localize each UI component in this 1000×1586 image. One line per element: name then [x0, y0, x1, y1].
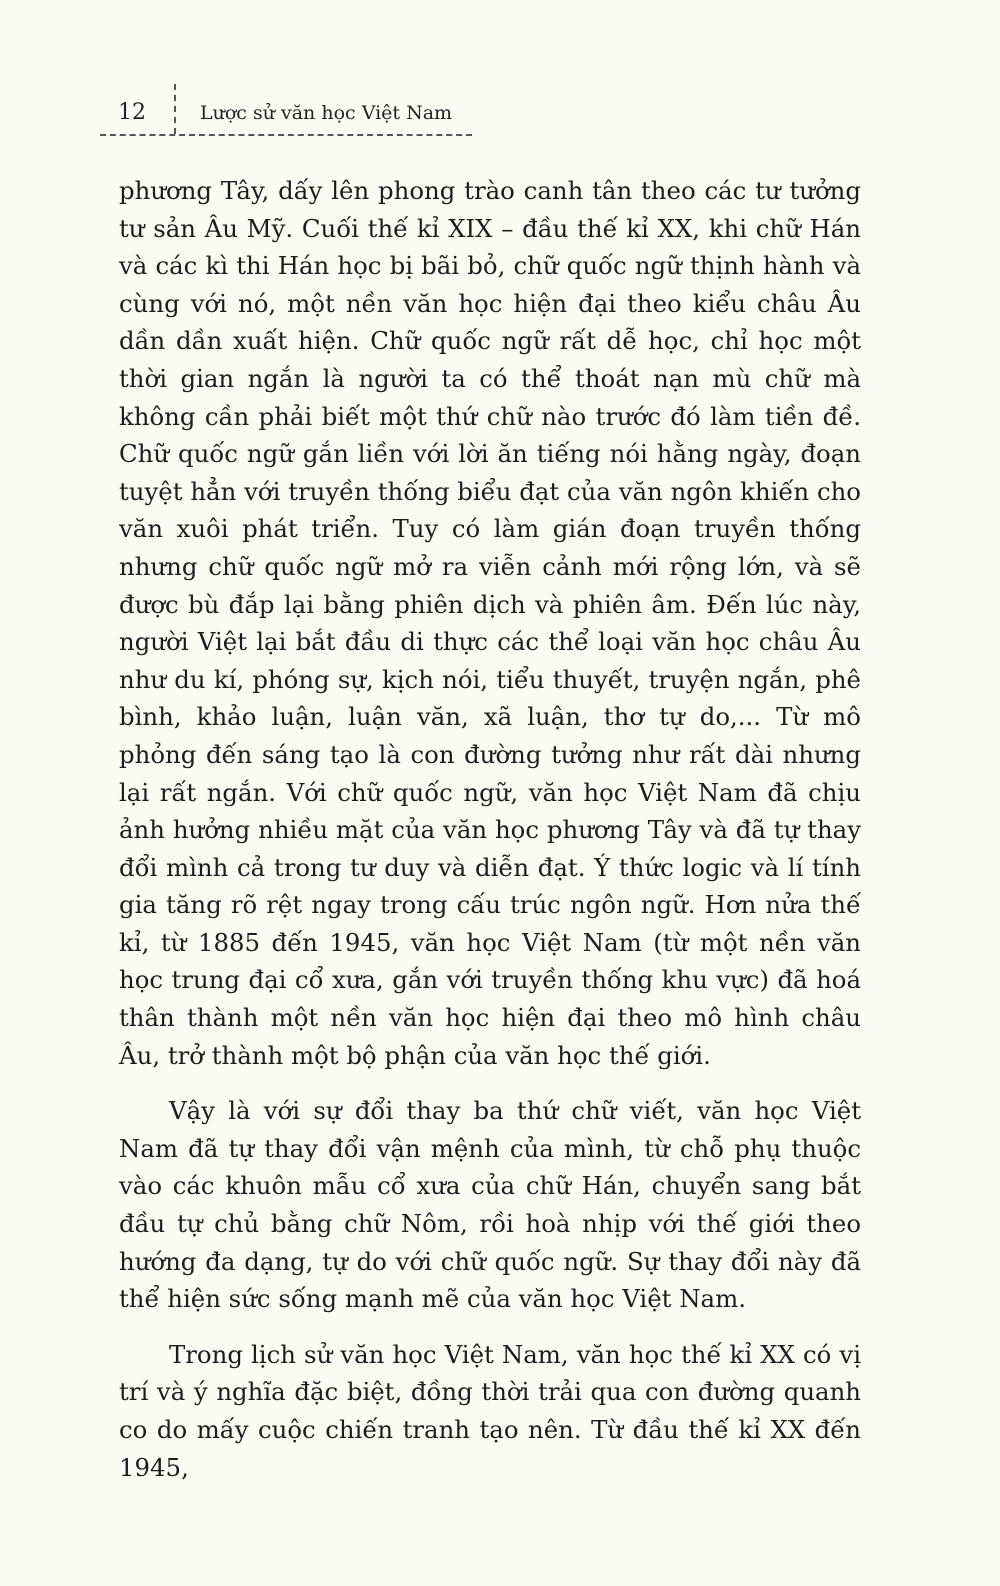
header-divider: [174, 84, 176, 134]
body-text: [119, 172, 861, 1486]
page-header: [100, 84, 480, 144]
running-title: Lược sử văn học Việt Nam: [200, 102, 453, 124]
header-rule: [100, 134, 472, 136]
page-number: 12: [118, 100, 146, 125]
paragraph-continued: phương Tây, dấy lên phong trào canh tân theo các tư tưởng tư sản Âu Mỹ. Cuối thế kỉ XIX – đầu thế kỉ XX, khi chữ Hán và các kì thi Hán học bị bãi bỏ, chữ quốc ngữ thịnh hành và cùng với nó, một nền văn học hiện đại theo kiểu châu Âu dần dần xuất hiện. Chữ quốc ngữ rất dễ học, chỉ học một thời gian ngắn là người ta có thể thoát nạn mù chữ mà không cần phải biết một thứ chữ nào trước đó làm tiền đề. Chữ quốc ngữ gắn liền với lời ăn tiếng nói hằng ngày, đoạn tuyệt hẳn với truyền thống biểu đạt của văn ngôn khiến cho văn xuôi phát triển. Tuy có làm gián đoạn truyền thống nhưng chữ quốc ngữ mở ra viễn cảnh mới rộng lớn, và sẽ được bù đắp lại bằng phiên dịch và phiên âm. Đến lúc này, người Việt lại bắt đầu di thực các thể loại văn học châu Âu như du kí, phóng sự, kịch nói, tiểu thuyết, truyện ngắn, phê bình, khảo luận, luận văn, xã luận, thơ tự do,... Từ mô phỏng đến sáng tạo là con đường tưởng như rất dài nhưng lại rất ngắn. Với chữ quốc ngữ, văn học Việt Nam đã chịu ảnh hưởng nhiều mặt của văn học phương Tây và đã tự thay đổi mình cả trong tư duy và diễn đạt. Ý thức logic và lí tính gia tăng rõ rệt ngay trong cấu trúc ngôn ngữ. Hơn nửa thế kỉ, từ 1885 đến 1945, văn học Việt Nam (từ một nền văn học trung đại cổ xưa, gắn với truyền thống khu vực) đã hoá thân thành một nền văn học hiện đại theo mô hình châu Âu, trở thành một bộ phận của văn học thế giới.: [119, 176, 861, 1070]
paragraph: Vậy là với sự đổi thay ba thứ chữ viết, văn học Việt Nam đã tự thay đổi vận mệnh của mình, từ chỗ phụ thuộc vào các khuôn mẫu cổ xưa của chữ Hán, chuyển sang bắt đầu tự chủ bằng chữ Nôm, rồi hoà nhịp với thế giới theo hướng đa dạng, tự do với chữ quốc ngữ. Sự thay đổi này đã thể hiện sức sống mạnh mẽ của văn học Việt Nam.: [119, 1096, 861, 1314]
paragraph: Trong lịch sử văn học Việt Nam, văn học thế kỉ XX có vị trí và ý nghĩa đặc biệt, đồng thời trải qua con đường quanh co do mấy cuộc chiến tranh tạo nên. Từ đầu thế kỉ XX đến 1945,: [119, 1339, 861, 1482]
